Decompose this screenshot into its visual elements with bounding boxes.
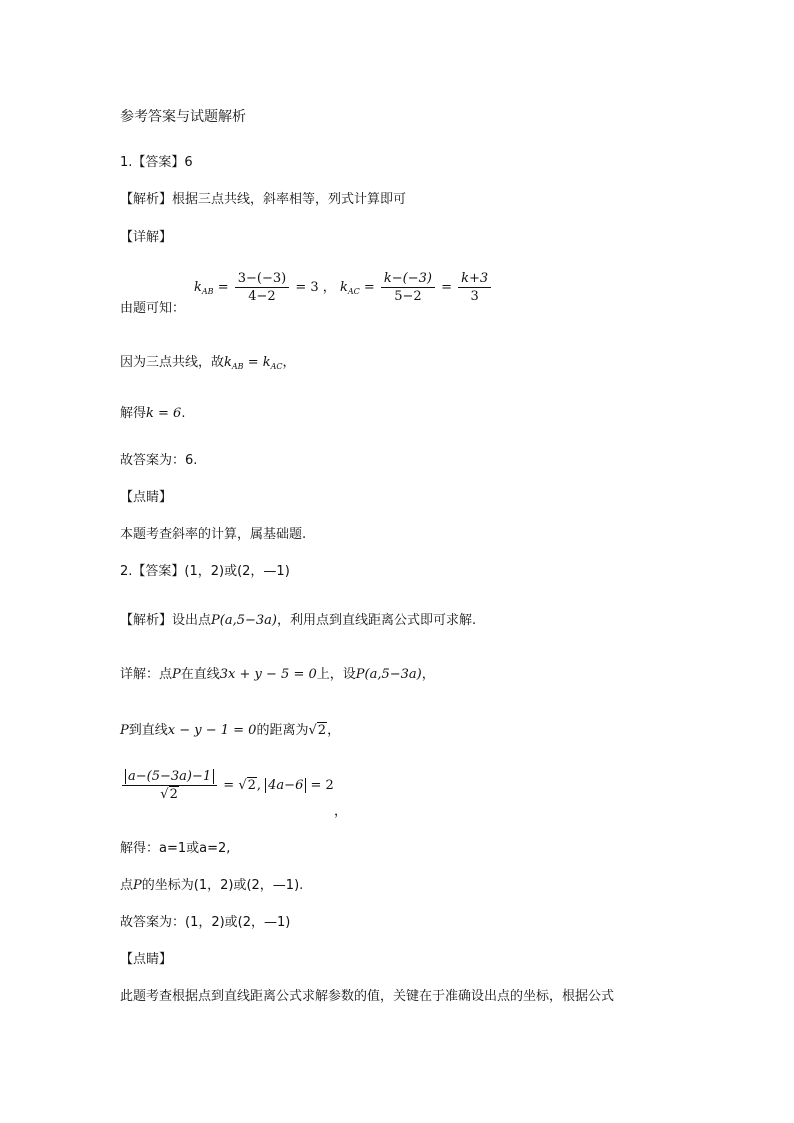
q1-comment: 本题考查斜率的计算，属基础题.: [120, 527, 307, 542]
q1-step2: 因为三点共线，故$k_{AB} = k_{AC}$，: [120, 355, 296, 371]
q1-analysis: 【解析】根据三点共线，斜率相等，列式计算即可: [120, 192, 407, 207]
q2-analysis: 【解析】设出点P(a,5−3a)，利用点到直线距离公式即可求解.: [120, 613, 477, 628]
kab-fraction: $\frac{3-(-3)}{4-2}$: [235, 270, 289, 305]
q2-comment-heading: 【点睛】: [120, 952, 173, 967]
q2-distance: P到直线x − y − 1 = 0的距离为√2，: [120, 723, 341, 738]
q2-equation: $\frac{a-(5-3a)-1}{√2}$ = √2, 4a−6 = 2: [120, 768, 334, 803]
kac-fraction-simplified: $\frac{k+3}{3}$: [458, 270, 491, 305]
kac-fraction: $\frac{k-(-3)}{5-2}$: [381, 270, 435, 305]
kac-symbol: $k_{AC}$: [339, 280, 360, 296]
q2-final: 故答案为：(1，2)或(2，—1): [120, 915, 291, 930]
q1-comment-heading: 【点睛】: [120, 490, 173, 505]
q2-solve: 解得：a=1或a=2,: [120, 841, 231, 856]
q1-answer: 1.【答案】6: [120, 155, 193, 170]
q2-comment: 此题考查根据点到直线距离公式求解参数的值，关键在于准确设出点的坐标，根据公式: [120, 989, 615, 1004]
q2-coordinates: 点P的坐标为(1，2)或(2，—1).: [120, 878, 304, 893]
q1-detail-heading: 【详解】: [120, 230, 173, 245]
separator: ，: [322, 280, 336, 295]
section-title: 参考答案与试题解析: [120, 109, 246, 125]
q2-distance-fraction: $\frac{a-(5-3a)-1}{√2}$: [122, 768, 217, 803]
q1-step3: 解得k = 6.: [120, 406, 186, 421]
kab-symbol: $k_{AB}$: [194, 280, 214, 296]
q2-detail: 详解：点P在直线3x + y − 5 = 0上，设P(a,5−3a)，: [120, 667, 435, 682]
kab-value: = 3: [295, 280, 319, 295]
q2-equation-comma: ，: [334, 804, 348, 819]
q1-slope-formulas: $k_{AB}$ = $\frac{3-(-3)}{4-2}$ = 3 ， $k_{AC}$ = $\frac{k-(-3)}{5-2}$ = $\frac{k+3}{3}$: [194, 270, 493, 305]
q1-step1-prefix: 由题可知：: [120, 301, 186, 316]
q1-final: 故答案为：6.: [120, 453, 198, 468]
q2-answer: 2.【答案】(1，2)或(2，—1): [120, 564, 290, 579]
